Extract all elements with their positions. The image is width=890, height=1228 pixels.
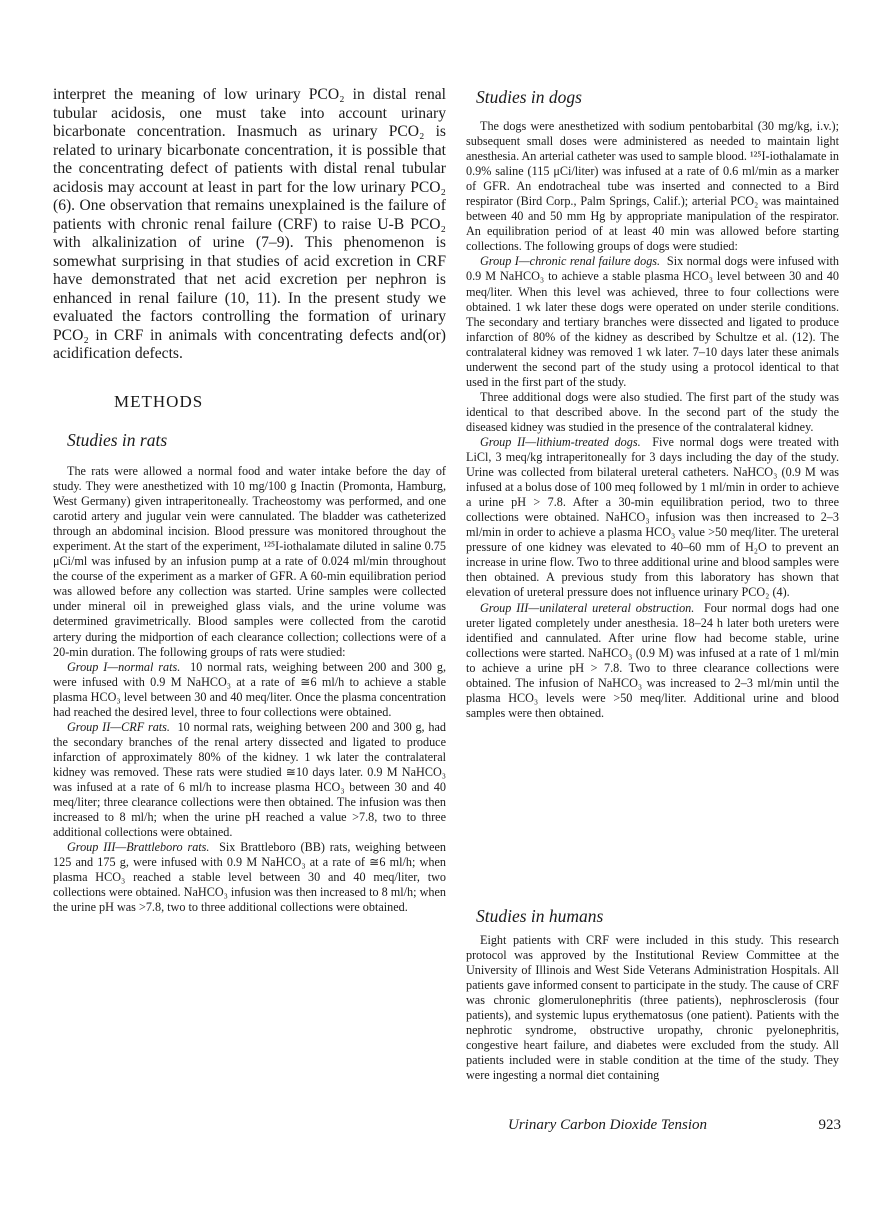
subheading-studies-in-dogs: Studies in dogs [476,87,582,107]
section-heading-methods: METHODS [114,392,204,411]
running-title: Urinary Carbon Dioxide Tension [508,1117,708,1133]
rats-section-body [53,464,446,915]
dogs-additional-paragraph: Three additional dogs were also studied. The first part of the study was identical to that described above. In the second part of the study the diseased kidney was studied in the presence of the contralateral kidney. [466,389,839,434]
group-title: Group I—normal rats. [67,659,181,674]
group-text: 10 normal rats, weighing between 200 and 300 g, were infused with 0.9 M NaHCO₃ at a rate of ≅6 ml/h to achieve a stable plasma HCO₃ level between 30 and 40 meq/liter. Once the plasma concentration had reached the desired level, three to four collections were obtained. [53,659,446,719]
group-text: Six normal dogs were infused with 0.9 M NaHCO₃ to achieve a stable plasma HCO₃ level between 30 and 40 meq/liter. When this level was achieved, three to four collections were obtained. 1 wk later these dogs were operated on under sterile conditions. The secondary and tertiary branches were dissected and ligated to produce infarction of 80% of the kidney as described by Schultze et al. (12). The contralateral kidney was removed 1 wk later. 7–10 days later these animals underwent the second part of the study using a protocol identical to that used in the first part of the study. [466,254,840,389]
humans-paragraph: Eight patients with CRF were included in this study. This research protocol was approved by the Institutional Review Committee at the University of Illinois and West Side Veterans Administration Hospitals. All patients gave informed consent to participate in the study. The cause of CRF was chronic glomerulonephritis (three patients), nephrosclerosis (four patients), and systemic lupus erythematosus (one patient). Patients with the nephrotic syndrome, obstructive uropathy, chronic pyelonephritis, congestive heart failure, and diabetes were excluded from the study. All patients included were in stable condition at the time of the study. They were ingesting a normal diet containing [466,933,839,1083]
rats-group-2-paragraph [53,720,446,840]
rats-intro-paragraph: The rats were allowed a normal food and water intake before the day of study. They were anesthetized with 10 mg/100 g Inactin (Promonta, Hamburg, West Germany) given intraperitoneally. Tracheostomy was performed, and one carotid artery and jugular vein were cannulated. The bladder was catheterized through an abdominal incision. Blood pressure was monitored throughout the experiment. At the start of the experiment, ¹²⁵I-iothalamate diluted in saline 0.75 μCi/ml was infused by an infusion pump at a rate of 0.024 ml/min throughout the course of the experiment as a marker of GFR. A 60-min equilibration period was allowed before any collection was started. Urine samples were collected under mineral oil in preweighed glass vials, and the urine volume was determined gravimetrically. Blood samples were collected from the carotid artery during the midportion of each clearance collection; collections were of a 20-min duration. The following groups of rats were studied: [53,464,446,659]
group-title: Group II—lithium-treated dogs. [480,434,641,449]
page-number: 923 [818,1117,841,1133]
group-title: Group I—chronic renal failure dogs. [480,254,661,269]
dogs-group-1-paragraph [466,254,839,389]
dogs-intro-paragraph: The dogs were anesthetized with sodium pentobarbital (30 mg/kg, i.v.); subsequent small doses were administered as needed to maintain light anesthesia. An arterial catheter was used to sample blood. ¹²⁵I-iothalamate in 0.9% saline (115 μCi/liter) was infused at a rate of 0.6 ml/min as a marker of GFR. An endotracheal tube was inserted and connected to a Bird respirator (Bird Corp., Palm Springs, Calif.); arterial PCO₂ was maintained between 40 and 50 mm Hg by appropriate manipulation of the respirator. An equilibration period of at least 40 min was allowed before starting collections. The following groups of dogs were studied: [466,119,839,254]
dogs-section-body [466,119,839,721]
group-title: Group II—CRF rats. [67,719,170,734]
subheading-studies-in-humans: Studies in humans [476,906,604,926]
group-text: Six Brattleboro (BB) rats, weighing between 125 and 175 g, were infused with 0.9 M NaHCO₃ at a rate of ≅6 ml/h; when plasma HCO₃ reached a stable level between 30 and 40 meq/liter, two collections were obtained. NaHCO₃ infusion was then increased to 8 ml/h; when the urine pH was >7.8, two to three additional collections were obtained. [53,840,446,915]
humans-section-body [466,933,839,1083]
group-text: Five normal dogs were treated with LiCl, 3 meq/kg intraperitoneally for 3 days including the day of the study. Urine was collected from bilateral ureteral catheters. NaHCO₃ (0.9 M was infused at a bolus dose of 100 meq followed by 1 ml/min in order to achieve a urine pH > 7.8. After a 30-min equilibration period, two to three collections were obtained. NaHCO₃ infusion was then increased to 2–3 ml/min in order to achieve a plasma HCO₃ value >50 meq/liter. The ureteral pressure of one kidney was elevated to 40–60 mm of H₂O to prevent an increase in urine flow. Two to three additional urine and blood samples were then obtained. A previous study from this laboratory has shown that elevation of ureteral pressure does not influence urinary PCO₂ (4). [466,434,840,600]
intro-paragraph: interpret the meaning of low urinary PCO₂ in distal renal tubular acidosis, one must take into account urinary bicarbonate concentration. Inasmuch as urinary PCO₂ is related to urinary bicarbonate concentration, it is possible that the concentrating defect of patients with distal renal tubular acidosis may account at least in part for the low urinary PCO₂ (6). One observation that remains unexplained is the failure of patients with chronic renal failure (CRF) to raise U-B PCO₂ with alkalinization of urine (7–9). This phenomenon is somewhat surprising in that studies of acid excretion in CRF have demonstrated that net acid excretion per nephron is enhanced in renal failure (10, 11). In the present study we evaluated the factors controlling the formation of urinary PCO₂ in CRF in animals with concentrating defects and(or) acidification defects. [53,86,446,362]
group-title: Group III—Brattleboro rats. [67,840,210,855]
rats-group-3-paragraph [53,840,446,915]
subheading-studies-in-rats: Studies in rats [67,430,168,450]
dogs-group-3-paragraph [466,601,839,721]
dogs-group-2-paragraph [466,435,839,601]
rats-group-1-paragraph [53,660,446,720]
group-text: 10 normal rats, weighing between 200 and 300 g, had the secondary branches of the renal artery dissected and ligated to produce infarction of approximately 80% of the kidney. 1 wk later the contralateral kidney was removed. These rats were studied ≅10 days later. 0.9 M NaHCO₃ was infused at a rate of 6 ml/h to increase plasma HCO₃ between 30 and 40 meq/liter; three clearance collections were then obtained. The infusion was then increased to 8 ml/h; when the urine pH reached a value >7.8, two to three additional collections were obtained. [53,719,447,840]
group-text: Four normal dogs had one ureter ligated completely under anesthesia. 18–24 h later both ureters were identified and cannulated. After urine flow had become stable, urine collections were started. NaHCO₃ (0.9 M) was infused at a rate of 1 ml/min to achieve a urine pH > 7.8. Two to three clearance collections were obtained. The infusion of NaHCO₃ was increased to 2–3 ml/min until the plasma HCO₃ levels were >50 meq/liter. Additional urine and blood samples were then obtained. [466,600,840,720]
group-title: Group III—unilateral ureteral obstruction. [480,600,695,615]
